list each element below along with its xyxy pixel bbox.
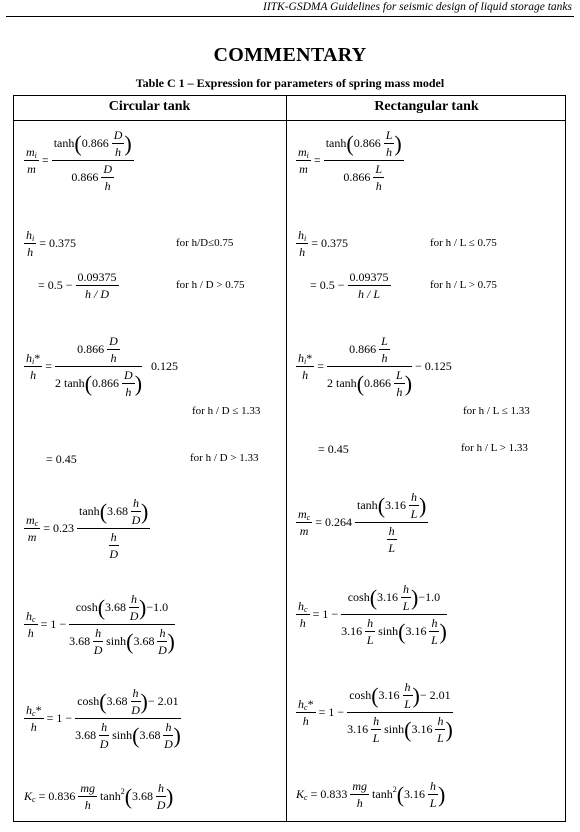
circular-hi-condition-1: for h/D≤0.75 bbox=[176, 237, 234, 249]
circular-mc-equation: $\frac{m_c}{m}$ = 0.23 tanh(3.68 $\frac{h}{D}$ ) $\frac{h}{D}$ bbox=[26, 496, 149, 561]
rectangular-hi-equation-2: = 0.5 − $\frac{0.09375}{h / L}$ bbox=[310, 270, 389, 301]
header-rule bbox=[6, 16, 574, 17]
circular-mi-equation: $\frac{m_i}{m}$ = tanh(0.866 $\frac{D}{h}$ ) 0.866 $\frac{D}{h}$ bbox=[26, 128, 132, 193]
circular-hi-star-condition-1: for h / D ≤ 1.33 bbox=[192, 405, 261, 417]
rectangular-hi-star-equation-2: = 0.45 bbox=[318, 442, 349, 456]
rectangular-hi-equation-1: $\frac{h_i}{h}$ = 0.375 bbox=[298, 228, 349, 259]
circular-hi-equation-2: = 0.5 − $\frac{0.09375}{h / D}$ bbox=[38, 270, 117, 301]
rectangular-hc-star-equation: $\frac{h_c*}{h}$ = 1 − cosh(3.16 $\frac{h}{L}$ )− 2.01 3.16 $\frac{h}{L}$ sinh(3.16 $\frac{h}{L}$ ) bbox=[298, 680, 453, 745]
rectangular-hi-star-equation: $\frac{h_i*}{h}$ = 0.866 $\frac{L}{h}$ 2 tanh(0.866 $\frac{L}{h}$ ) − 0.125 bbox=[298, 334, 452, 399]
circular-hc-star-equation: $\frac{h_c*}{h}$ = 1 − cosh(3.68 $\frac{h}{D}$ )− 2.01 3.68 $\frac{h}{D}$ sinh(3.68 $\frac{h}{D}$ ) bbox=[26, 686, 181, 751]
running-head: IITK-GSDMA Guidelines for seismic design of liquid storage tanks bbox=[263, 1, 572, 13]
rectangular-hi-star-condition-1: for h / L ≤ 1.33 bbox=[463, 405, 530, 417]
circular-hi-equation-1: $\frac{h_i}{h}$ = 0.375 bbox=[26, 228, 77, 259]
rectangular-mc-equation: $\frac{m_c}{m}$ = 0.264 tanh(3.16 $\frac{h}{L}$ ) $\frac{h}{L}$ bbox=[298, 490, 427, 555]
rectangular-kc-equation: $K_c = 0.833$ $\frac{mg}{h}$ $\tanh^2(3.16$ $\frac{h}{L}$ ) bbox=[296, 779, 446, 810]
circular-hi-star-equation: $\frac{h_i*}{h}$ = 0.866 $\frac{D}{h}$ 2 tanh(0.866 $\frac{D}{h}$ ) 0.125 bbox=[26, 334, 179, 399]
page-title: COMMENTARY bbox=[213, 44, 367, 66]
header-divider bbox=[13, 120, 566, 121]
circular-kc-equation: $K_c = 0.836$ $\frac{mg}{h}$ $\tanh^2(3.68$ $\frac{h}{D}$ ) bbox=[24, 781, 174, 812]
circular-hi-star-condition-2: for h / D > 1.33 bbox=[190, 452, 259, 464]
circular-hi-condition-2: for h / D > 0.75 bbox=[176, 279, 245, 291]
column-header-circular: Circular tank bbox=[108, 99, 191, 114]
column-divider bbox=[286, 95, 287, 822]
column-header-rectangular: Rectangular tank bbox=[374, 99, 479, 114]
rectangular-hi-condition-2: for h / L > 0.75 bbox=[430, 279, 497, 291]
circular-hc-equation: $\frac{h_c}{h}$ = 1 − cosh(3.68 $\frac{h}{D}$ )−1.0 3.68 $\frac{h}{D}$ sinh(3.68 $\frac{h}{D}$ ) bbox=[26, 592, 175, 657]
circular-hi-star-equation-2: = 0.45 bbox=[46, 452, 77, 466]
rectangular-hi-star-condition-2: for h / L > 1.33 bbox=[461, 442, 528, 454]
rectangular-hc-equation: $\frac{h_c}{h}$ = 1 − cosh(3.16 $\frac{h}{L}$ )−1.0 3.16 $\frac{h}{L}$ sinh(3.16 $\frac{h}{L}$ ) bbox=[298, 582, 447, 647]
rectangular-hi-condition-1: for h / L ≤ 0.75 bbox=[430, 237, 497, 249]
rectangular-mi-equation: $\frac{m_i}{m}$ = tanh(0.866 $\frac{L}{h}$ ) 0.866 $\frac{L}{h}$ bbox=[298, 128, 402, 193]
table-caption: Table C 1 – Expression for parameters of spring mass model bbox=[135, 76, 445, 90]
